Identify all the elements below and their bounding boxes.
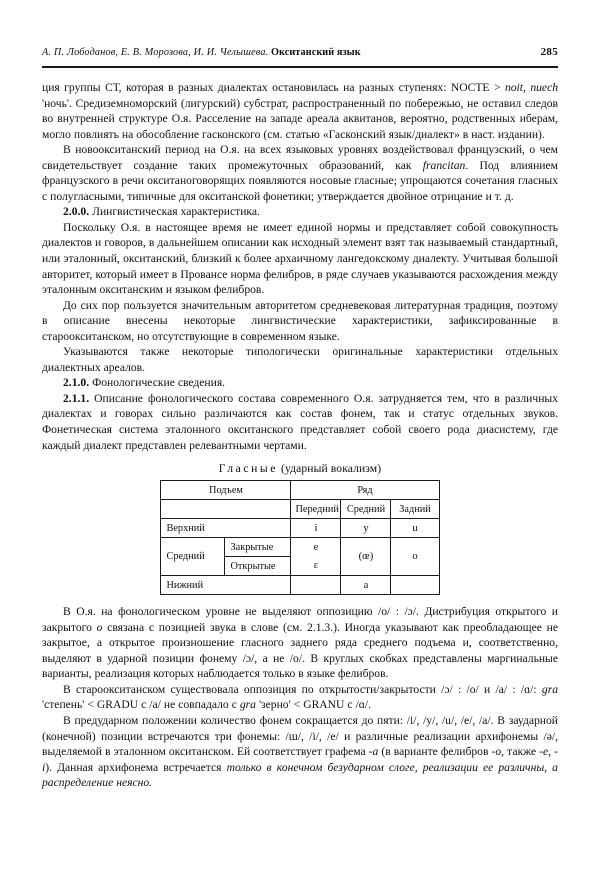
text-run: 'зерно' < GRANU с /ɑ/. — [255, 698, 371, 712]
table-row — [161, 538, 439, 557]
section-2-1-1 — [42, 391, 558, 453]
header-cell-podyem: Подъем — [161, 481, 291, 500]
text-run: , также — [501, 745, 540, 759]
header-cell-ryad: Ряд — [291, 481, 439, 500]
header-cell-zadnii: Задний — [391, 500, 439, 519]
text-run: В староокситанском существовала оппозиция по открытости/закрытости /ɔ/ : /o/ и /a/ : /ɑ/: — [63, 682, 542, 696]
section-number: 2.0.0. — [63, 205, 90, 219]
paragraph-opposition — [42, 604, 558, 682]
text-run: 'ночь'. Средиземноморский (лигурский) субстрат, распространенный по побережью, не оставил следов во внутренней структуре О.я. Расселение на западе ареала аквитанов, вероятно, родственных иберам, могло повлиять на обособление гасконского (см. статью «Гасконский язык/диалект» в наст. издании). — [42, 96, 558, 141]
paragraph-novooksitanskiy — [42, 142, 558, 204]
running-head — [42, 46, 558, 58]
cell-vowel: o — [391, 538, 439, 576]
text-run: 'степень' < GRADU с /a/ не совпадало с — [42, 698, 240, 712]
example-gra-1: gra — [541, 682, 558, 696]
paragraph-poskolku: Поскольку О.я. в настоящее время не имеет единой нормы и представляет собой совокупность диалектов и говоров, в дальнейшем описании как исходный элемент взят так называемый стандартный, или эталонный, окситанский, близкий к более архаичному лангедокскому диалекту. Учитывая большой авторитет, который имеет в Провансе норма фелибров, в ряде случаев указываются расхождения между эталонным окситанским и языком фелибров. — [42, 220, 558, 297]
page-number: 285 — [540, 46, 558, 58]
cell-vowel — [291, 576, 341, 595]
latin-form-nuech: nuech — [530, 81, 559, 94]
grapheme-o-felibr: -o — [491, 745, 502, 759]
text-run: В О.я. на фонологическом уровне не выделяют оппозицию /o/ : /ɔ/. Дистрибуция открытого и закрытого — [42, 605, 558, 634]
paragraph-continued — [42, 80, 558, 142]
cell-vowel: e — [291, 538, 341, 557]
vowel-table-caption — [42, 462, 558, 475]
latin-form-noit: noit — [504, 81, 523, 94]
cell-vowel: i — [291, 519, 341, 538]
header-rule — [42, 66, 558, 68]
text-run: , — [548, 745, 555, 759]
table-row — [161, 519, 439, 538]
row-sublabel-zakrytye: Закрытые — [225, 538, 291, 557]
header-cell-empty — [161, 500, 291, 519]
section-body: Описание фонологического состава современного О.я. затрудняется тем, что в различных диалектах и говорах сильно различаются как состав фонем, так и статус отдельных звуков. Фонетическая система эталонного окситанского представляет собой своего рода диасистему, где каждый диалект представлен релевантными чертами. — [42, 391, 558, 452]
caption-word-glasnye: Гласные — [218, 462, 279, 476]
vowel-table — [160, 480, 439, 595]
text-run: ция группы СТ, которая в разных диалектах остановилась на разных ступенях: NOCTE > — [42, 81, 505, 94]
emphasized-conclusion: только в конечном безударном слоге, реализации ее различны, а распределение неясно. — [42, 760, 558, 790]
paragraph-ukazyvayutsya: Указываются также некоторые типологически оригинальные характеристики отдельных диалектных ареалов. — [42, 345, 558, 374]
cell-vowel: (œ) — [341, 538, 391, 576]
grapheme-i: -i — [42, 745, 558, 774]
row-sublabel-otkrytye: Открытые — [225, 557, 291, 576]
paragraph-do-sih-por: До сих пор пользуется значительным авторитетом средневековая литературная традиция, поэтому в описание внесены некоторые лингвистические характеристики, зафиксированные в староокситанском, но отсутствующие в современном языке. — [42, 298, 558, 343]
term-francitan: francitan — [422, 158, 466, 172]
section-number: 2.1.1. — [63, 391, 90, 405]
grapheme-e: -e — [539, 745, 549, 759]
grapheme-a: -a — [368, 745, 379, 759]
table-header-row-2 — [161, 500, 439, 519]
text-run: ). Данная архифонема встречается — [45, 760, 227, 774]
cell-vowel — [391, 576, 439, 595]
section-2-1-0 — [42, 375, 558, 391]
running-head-title: Окситанский язык — [270, 47, 361, 58]
text-run: связана с позицией звука в слове (см. 2.1.3.). Иногда указывают как преобладающее не закрытое, а открытое произношение гласного заднего ряда среднего подъема и, соответственно, выделяют в ударной позиции фонему /ɔ/, а не /o/. В круглых скобках представлены маргинальные варианты, реализация которых наблюдается только в языке фелибров. — [42, 620, 558, 681]
example-gra-2: gra — [239, 698, 256, 712]
cell-vowel: y — [341, 519, 391, 538]
row-label-nizhnii: Нижний — [161, 576, 291, 595]
section-number: 2.1.0. — [63, 376, 90, 390]
section-title: Лингвистическая характеристика. — [89, 205, 260, 219]
section-2-0-0 — [42, 204, 558, 220]
section-title: Фонологические сведения. — [89, 376, 226, 390]
paragraph-starooksitanskiy — [42, 682, 558, 713]
running-head-authors: А. П. Лободанов, Е. В. Морозова, И. И. Челышева. — [42, 47, 269, 58]
running-head-left — [42, 47, 361, 58]
header-cell-perednii: Передний — [291, 500, 341, 519]
header-cell-srednii: Средний — [341, 500, 391, 519]
text-run: , — [522, 81, 531, 94]
text-run: В новоокситанский период на О.я. на всех языковых уровнях воздействовал французский, о чем свидетельствует создание таких промежуточных образований, как — [42, 143, 558, 172]
row-label-verhnii: Верхний — [161, 519, 291, 538]
caption-parenthetical: (ударный вокализм) — [281, 462, 382, 476]
vowel-table-block — [42, 462, 558, 595]
table-header-row-1 — [161, 481, 439, 500]
cell-vowel: u — [391, 519, 439, 538]
table-row — [161, 576, 439, 595]
paragraph-predudarnoe — [42, 713, 558, 791]
text-run: . Под влиянием французского в речи окситаноговорящих появляются носовые гласные; упрощаются сочетания гласных с полугласными, типичные для окситанской фонетики; утверждается двойное отрицание и т. д. — [42, 158, 558, 203]
cell-vowel: a — [341, 576, 391, 595]
row-label-srednii: Средний — [161, 538, 225, 576]
page-body — [42, 80, 558, 791]
cell-vowel: ɛ — [291, 557, 341, 576]
text-run: (в варианте фелибров — [378, 745, 492, 759]
text-run: В предударном положении количество фонем сокращается до пяти: /i/, /y/, /u/, /e/, /a/. В заударной (конечной) позиции встречаются три фонемы: /ɯ/, /i/, /e/ и различные реализации архифонемы /ə/, выделяемой в эталонном окситанском. Ей соответствует графема — [42, 713, 558, 759]
grapheme-o: o — [96, 620, 103, 634]
